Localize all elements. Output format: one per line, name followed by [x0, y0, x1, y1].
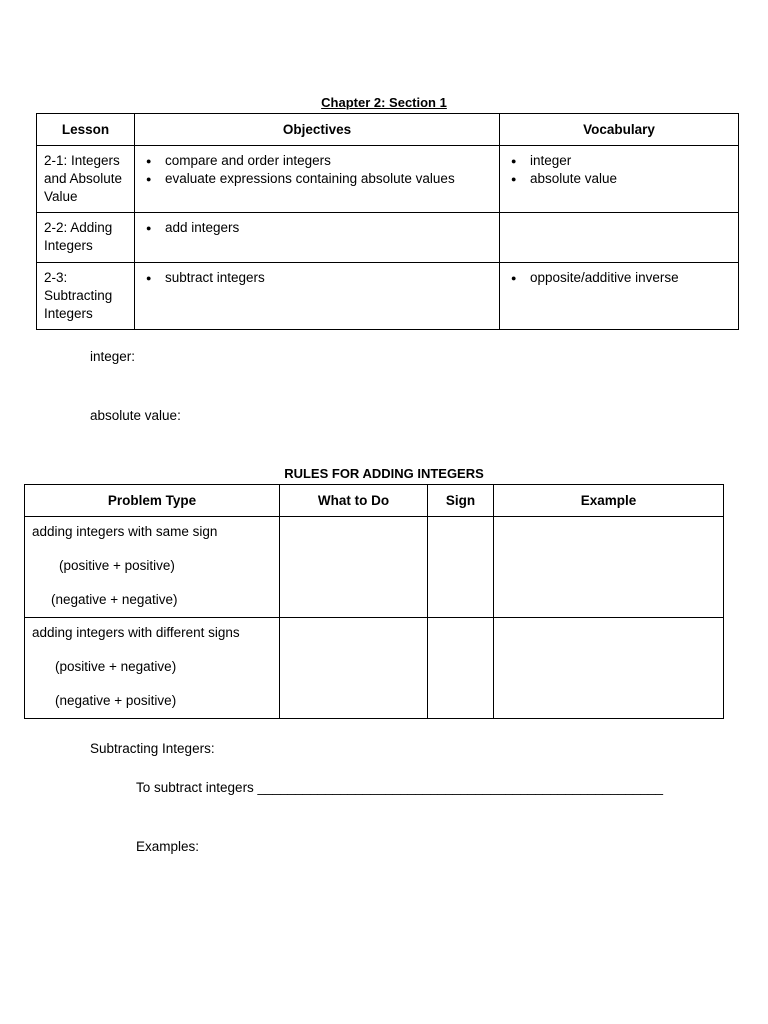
- case-label: (negative + positive): [55, 693, 177, 708]
- header-lesson: Lesson: [37, 114, 135, 146]
- header-what-to-do: What to Do: [280, 485, 428, 517]
- rules-title: RULES FOR ADDING INTEGERS: [284, 466, 484, 481]
- table-header-row: [25, 485, 724, 517]
- example-cell: [494, 618, 724, 719]
- rules-table: [24, 484, 724, 719]
- lesson-cell: 2-3: Subtracting Integers: [37, 263, 135, 330]
- objectives-cell: [135, 146, 500, 213]
- objective-item: ● add integers: [142, 219, 492, 237]
- vocabulary-cell: [500, 146, 739, 213]
- header-sign: Sign: [428, 485, 494, 517]
- table-row: [25, 517, 724, 618]
- lesson-cell: 2-1: Integers and Absolute Value: [37, 146, 135, 213]
- objective-item: ● evaluate expressions containing absolute values: [142, 170, 492, 188]
- table-row: [37, 146, 739, 213]
- problem-type-cell: [25, 517, 280, 618]
- header-objectives: Objectives: [135, 114, 500, 146]
- case-label: (negative + negative): [51, 592, 178, 607]
- what-to-do-cell: [280, 517, 428, 618]
- sign-cell: [428, 618, 494, 719]
- table-row: [37, 213, 739, 263]
- header-problem-type: Problem Type: [25, 485, 280, 517]
- objective-item: ● subtract integers: [142, 269, 492, 287]
- header-example: Example: [494, 485, 724, 517]
- objective-item: ● compare and order integers: [142, 152, 492, 170]
- table-row: [25, 618, 724, 719]
- integer-definition-label: integer:: [90, 349, 136, 364]
- objectives-cell: [135, 263, 500, 330]
- lessons-table: [36, 113, 739, 330]
- example-cell: [494, 517, 724, 618]
- case-label: (positive + negative): [55, 659, 177, 674]
- what-to-do-cell: [280, 618, 428, 719]
- vocabulary-item: ● opposite/additive inverse: [507, 269, 731, 287]
- chapter-title: Chapter 2: Section 1: [321, 95, 447, 110]
- lesson-cell: 2-2: Adding Integers: [37, 213, 135, 263]
- objectives-cell: [135, 213, 500, 263]
- vocabulary-item: ● integer: [507, 152, 731, 170]
- case-label: (positive + positive): [59, 558, 175, 573]
- examples-label: Examples:: [136, 839, 200, 854]
- subtracting-heading: Subtracting Integers:: [90, 741, 215, 756]
- table-row: [37, 263, 739, 330]
- subtracting-rule: To subtract integers ______________________________________________________: [136, 780, 663, 795]
- problem-type-label: adding integers with same sign: [32, 524, 218, 539]
- table-header-row: [37, 114, 739, 146]
- sign-cell: [428, 517, 494, 618]
- problem-type-label: adding integers with different signs: [32, 625, 240, 640]
- header-vocabulary: Vocabulary: [500, 114, 739, 146]
- vocabulary-cell: [500, 213, 739, 263]
- absolute-value-definition-label: absolute value:: [90, 408, 181, 423]
- vocabulary-cell: [500, 263, 739, 330]
- problem-type-cell: [25, 618, 280, 719]
- vocabulary-item: ● absolute value: [507, 170, 731, 188]
